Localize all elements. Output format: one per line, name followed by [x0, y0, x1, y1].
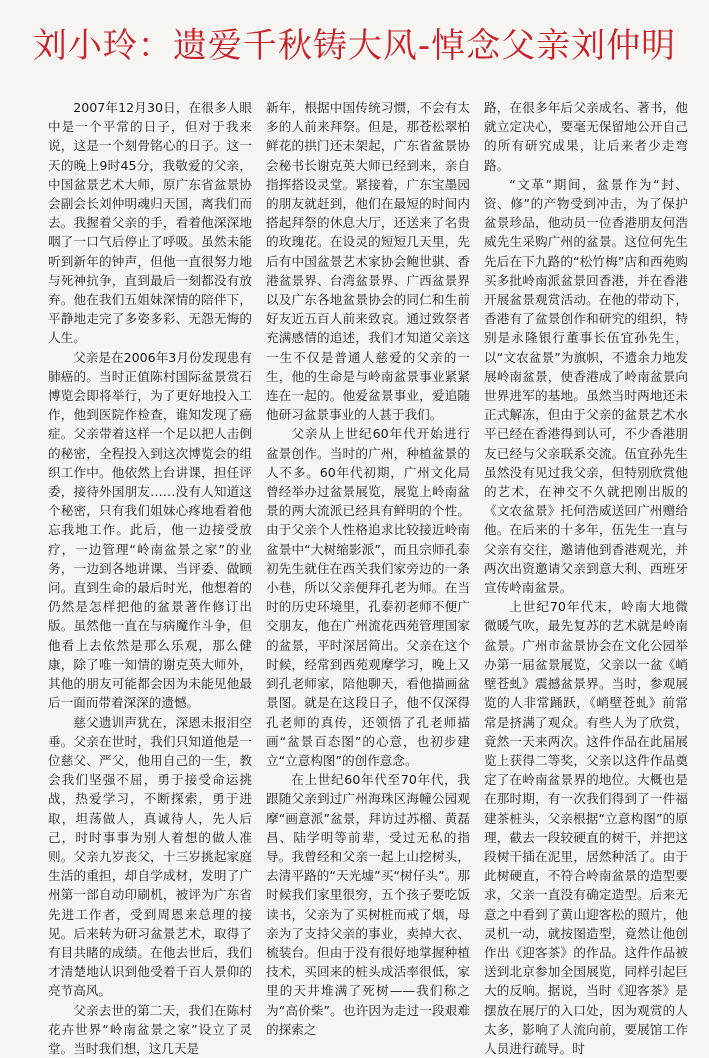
paragraph: 父亲去世的第二天，我们在陈村花卉世界“岭南盆景之家”设立了灵堂。当时我们想，这几天是: [48, 1002, 252, 1056]
paragraph: 2007年12月30日，在很多人眼中是一个平常的日子，但对于我来说，这是一个刻骨铭心的日子。这一天的晚上9时45分，我敬爱的父亲，中国盆景艺术大师，原广东省盆景协会副会长刘仲明魂归天国，离我们而去。我握着父亲的手，看着他深深地咽了一口气后停止了呼吸。虽然未能听到新年的钟声，但他一直很努力地与死神抗争，直到最后一刻都没有放弃。他在我们五姐妹深情的陪伴下，平静地走完了多姿多彩、无怨无悔的人生。: [48, 100, 252, 346]
paragraph: 父亲是在2006年3月份发现患有肺癌的。当时正值陈村国际盆景赏石博览会即将举行，为了更好地投入工作，他到医院作检查，谁知发现了癌症。父亲带着这样一个足以把人击倒的秘密，全程投入到这次博览会的组织工作中。他依然上台讲课，担任评委，接待外国朋友……没有人知道这个秘密，只有我们姐妹心疼地看着他忘我地工作。此后，他一边接受放疗，一边管理“岭南盆景之家”的业务，一边到各地讲课、当评委、做顾问。直到生命的最后时光，他想着的仍然是怎样把他的盆景著作修订出版。虽然他一直在与病魔作斗争，但他看上去依然是那么乐观，那么健康，除了唯一知情的谢克英大师外，其他的朋友可能都会因为未能见他最后一面而带着深深的遗憾。: [48, 349, 252, 711]
column-3: [484, 98, 688, 1056]
column-2: [266, 98, 470, 1037]
paragraph: 上世纪70年代末，岭南大地微微暖气吹，最先复苏的艺术就是岭南盆景。广州市盆景协会在文化公园举办第一届盆景展览，父亲以一盆《峭壁苍虬》震撼盆景界。当时，参观展览的人非常踊跃，《峭壁苍虬》前常常是挤满了观众。有些人为了欣赏，竟然一天来两次。这件作品在此届展览上获得二等奖，父亲以这件作品奠定了在岭南盆景界的地位。大概也是在那时期，有一次我们得到了一件福建茶桩头，父亲根据“立意构图”的原理，截去一段较硬直的树干，并把这段树干插在泥里，居然种活了。由于此树硬直，不符合岭南盆景的造型要求，父亲一直没有确定造型。后来无意之中看到了黄山迎客松的照片，他灵机一动，就按图造型，竟然让他创作出《迎客茶》的作品。这件作品被送到北京参加全国展览，同样引起巨大的反响。据说，当时《迎客茶》是摆放在展厅的入口处，因为观赏的人太多，影响了人流向前，要展馆工作人员进行疏导。时: [484, 599, 688, 1056]
paragraph: 慈父遗训声犹在，深恩未报泪空垂。父亲在世时，我们只知道他是一位慈父、严父，他用自己的一生，教会我们坚强不屈，勇于接受命运挑战，热爱学习，不断探索，勇于进取，坦荡做人，真诚待人，先人后己，时时事事为别人着想的做人准则。父亲九岁丧父，十三岁挑起家庭生活的重担，却自学成材，发明了广州第一部自动印刷机，被评为广东省先进工作者，受到周恩来总理的接见。后来转为研习盆景艺术，取得了有目共睹的成绩。在他去世后，我们才清楚地认识到他受着千百人景仰的亮节高风。: [48, 714, 252, 999]
paragraph: 父亲从上世纪60年代开始进行盆景创作。当时的广州，种植盆景的人不多。60年代初期，广州文化局曾经举办过盆景展览，展览上岭南盆景的两大流派已经具有鲜明的个性。由于父亲个人性格追求比较接近岭南盆景中“大树缩影派”，而且宗师孔泰初先生就住在西关我们家旁边的一条小巷，所以父亲便拜孔老为师。在当时的历史环境里，孔泰初老师不便广交朋友，他在广州流花西苑管理国家的盆景，平时深居简出。父亲在这个时候，经常到西苑观摩学习，晚上又到孔老师家，陪他聊天，看他描画盆景图。就是在这段日子，他不仅深得孔老师的真传，还领悟了孔老师描画“盆景百态图”的心意，也初步建立“立意构图”的创作意念。: [266, 426, 470, 768]
column-1: [48, 98, 252, 1056]
paragraph: 在上世纪60年代至70年代，我跟随父亲到过广州海珠区海幢公园观摩“画意派”盆景，拜访过苏榴、黄磊昌、陆学明等前辈，受过无私的指导。我曾经和父亲一起上山挖树头，去清平路的“天光墟”买“树仔头”。那时候我们家里很穷，五个孩子要吃饭读书，父亲为了买树桩而戒了烟，母亲为了支持父亲的事业，卖掉大衣、梳装台。但由于没有很好地掌握种植技术，买回来的桩头成活率很低，家里的天井堆满了死树——我们称之为“高价柴”。也许因为走过一段艰难的探索之: [266, 772, 470, 1037]
paragraph: 路，在很多年后父亲成名、著书，他就立定决心，要毫无保留地公开自己的所有研究成果，让后来者少走弯路。: [484, 100, 688, 173]
article-body: [48, 98, 688, 1056]
article-title: 刘小玲：遗爱千秋铸大风-悼念父亲刘仲明: [32, 26, 677, 66]
paragraph: “文革”期间，盆景作为“封、资、修”的产物受到冲击，为了保护盆景珍品，他动员一位香港朋友何浩威先生采购广州的盆景。这位何先生先后在下九路的“松竹梅”店和西苑购买多批岭南派盆景回香港，并在香港开展盆景观赏活动。在他的带动下，香港有了盆景创作和研究的组织，特别是永隆银行董事长伍宜孙先生，以“文农盆景”为旗帜，不遗余力地发展岭南盆景，使香港成了岭南盆景向世界进军的基地。虽然当时两地还未正式解冻，但由于父亲的盆景艺术水平已经在香港得到认可，不少香港朋友已经与父亲联系交流。伍宜孙先生虽然没有见过我父亲，但特别欣赏他的艺术，在神交不久就把刚出版的《文农盆景》托何浩威送回广州赠给他。在后来的十多年，伍先生一直与父亲有交往，邀请他到香港观光，并两次出资邀请父亲到意大利、西班牙宣传岭南盆景。: [484, 176, 688, 596]
paragraph: 新年，根据中国传统习惯，不会有太多的人前来拜祭。但是，那苍松翠柏鲜花的拱门还未架起，广东省盆景协会秘书长谢克英大师已经到来，亲自指挥搭设灵堂。紧接着，广东宝墨园的朋友就赶到，他们在最短的时间内搭起拜祭的休息大厅，还送来了名贵的玫瑰花。在设灵的短短几天里，先后有中国盆景艺术家协会鲍世骐、香港盆景界、台湾盆景界、广西盆景界以及广东各地盆景协会的同仁和生前好友近五百人前来致哀。通过致祭者充满感情的追述，我们才知道父亲这一生不仅是普通人慈爱的父亲的一生，他的生命是与岭南盆景事业紧紧连在一起的。他爱盆景事业，爱追随他研习盆景事业的人甚于我们。: [266, 100, 470, 423]
